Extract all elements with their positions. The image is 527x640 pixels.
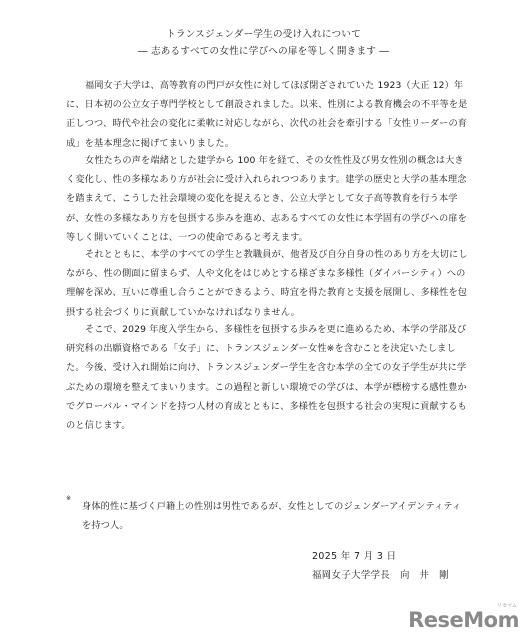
watermark-ruby: リセマム [497, 603, 517, 609]
document-signer: 福岡女子大学学長 向 井 剛 [312, 570, 449, 581]
document-date: 2025 年 7 月 3 日 [312, 551, 397, 562]
paragraph-mission: 女性たちの声を端緒とした建学から 100 年を経て、その女性性及び男女性別の概念は大きく変化し、性の多様なあり方が社会に受け入れられつつあります。建学の歴史と大学の基本理念を踏まえて、こうした社会環境の変化を捉えるとき、公立大学として女子高等教育を行う本学が、女性の多様なあり方を包摂する歩みを進め、志あるすべての女性に本学固有の学びへの扉を等しく開いていくことは、一つの使命であると考えます。 [66, 155, 467, 243]
document-subtitle: ― 志あるすべての女性に学びへの扉を等しく開きます ― [137, 46, 390, 57]
paragraph-diversity: それとともに、本学のすべての学生と教職員が、他者及び自分自身の性のあり方を大切にしながら、性の側面に留まらず、人や文化をはじめとする様ざまな多様性（ダイバーシティ）への理解を深め、互いに尊重し合うことができるよう、時宜を得た教育と支援を展開し、多様性を包摂する社会づくりに貢献していかなければなりません。 [66, 249, 468, 318]
resemom-logo: ReseMom [408, 608, 519, 632]
footnote-text: 身体的性に基づく戸籍上の性別は男性であるが、女性としてのジェンダーアイデンティティを持つ人。 [82, 501, 462, 532]
document-title: トランスジェンダー学生の受け入れについて [166, 29, 361, 40]
footnote-mark: ※ [66, 495, 72, 502]
paragraph-decision: そこで、2029 年度入学生から、多様性を包摂する歩みを更に進めるため、本学の学部及び研究科の出願資格である「女子」に、トランスジェンダー女性※を含むことを決定いたしました。今後、受け入れ開始に向け、トランスジェンダー学生を含む本学の全ての女子学生が共に学ぶための環境を整えてまいります。この過程と新しい環境での学びは、本学が標榜する感性豊かでグローバル・マインドを持つ人材の育成とともに、多様性を包摂する社会の実現に貢献するものと信じます。 [66, 324, 467, 432]
paragraph-history: 福岡女子大学は、高等教育の門戸が女性に対してほぼ閉ざされていた 1923（大正 12）年に、日本初の公立女子専門学校として創設されました。以来、性別による教育機会の不平等を是正しつつ、時代や社会の変化に柔軟に対応しながら、次代の社会を牽引する「女性リーダーの育成」を基本理念に掲げてまいりました。 [66, 80, 468, 149]
